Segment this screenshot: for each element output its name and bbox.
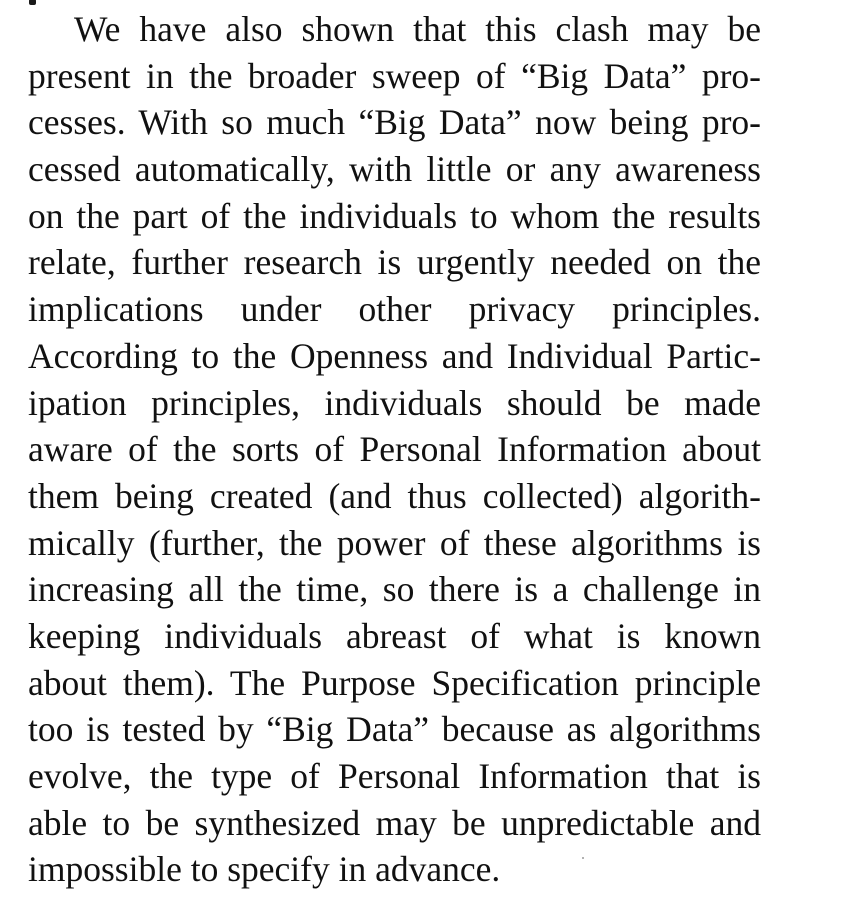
- text-line: implications under other privacy principles.: [28, 289, 761, 330]
- text-line: According to the Openness and Individual Partic-: [28, 335, 761, 376]
- text-line: relate, further research is urgently needed on the: [28, 242, 761, 283]
- cropped-text-fragment: [29, 0, 69, 5]
- text-line: about them). The Purpose Specification principle: [28, 662, 761, 703]
- text-line: cesses. With so much “Big Data” now being pro-: [28, 102, 761, 143]
- text-line: on the part of the individuals to whom the results: [28, 195, 761, 236]
- text-line: cessed automatically, with little or any awareness: [28, 149, 761, 190]
- text-line: able to be synthesized may be unpredictable and: [28, 802, 761, 843]
- text-line: mically (further, the power of these algorithms is: [28, 522, 761, 563]
- scan-speck: [582, 857, 584, 859]
- text-line: impossible to specify in advance.: [28, 849, 501, 890]
- text-line: ipation principles, individuals should be made: [28, 382, 761, 423]
- text-line: keeping individuals abreast of what is known: [28, 615, 761, 656]
- text-line: present in the broader sweep of “Big Data” pro-: [28, 55, 761, 96]
- text-line: too is tested by “Big Data” because as algorithms: [28, 709, 761, 750]
- text-line: We have also shown that this clash may be: [74, 9, 761, 49]
- body-paragraph: [28, 6, 761, 893]
- text-line: them being created (and thus collected) algorith-: [28, 475, 761, 516]
- text-line: aware of the sorts of Personal Information about: [28, 429, 761, 470]
- text-line: increasing all the time, so there is a challenge in: [28, 569, 761, 610]
- text-line: evolve, the type of Personal Information that is: [28, 756, 761, 796]
